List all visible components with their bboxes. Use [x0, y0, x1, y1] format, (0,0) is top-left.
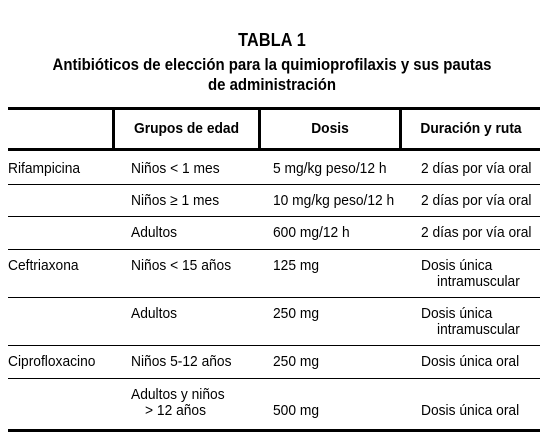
dose-cell: 250 mg	[273, 305, 320, 322]
dose-cell: 5 mg/kg peso/12 h	[273, 160, 387, 177]
duration-route-cell: 2 días por vía oral	[421, 160, 532, 177]
table-bottom-rule	[8, 429, 540, 432]
duration-route-cell: Dosis única oral	[421, 402, 520, 419]
antibiotic-cell: Ciprofloxacino	[8, 353, 96, 370]
dose-cell: 500 mg	[273, 402, 320, 419]
dose-cell: 125 mg	[273, 257, 320, 274]
header-divider	[399, 110, 402, 148]
row-divider	[8, 297, 540, 298]
age-group-cell: Niños < 15 años	[131, 257, 232, 274]
header-duration-route: Duración y ruta	[420, 120, 522, 137]
age-group-cell: > 12 años	[145, 402, 207, 419]
header-divider	[112, 110, 115, 148]
table-title: TABLA 1	[238, 30, 306, 50]
header-bottom-rule	[8, 148, 540, 151]
duration-route-cell: Dosis única oral	[421, 353, 520, 370]
row-divider	[8, 184, 540, 185]
duration-route-cell: intramuscular	[437, 321, 520, 338]
dose-cell: 600 mg/12 h	[273, 224, 350, 241]
header-dose: Dosis	[311, 120, 349, 137]
age-group-cell: Niños 5-12 años	[131, 353, 232, 370]
row-divider	[8, 345, 540, 346]
age-group-cell: Adultos y niños	[131, 386, 225, 403]
duration-route-cell: intramuscular	[437, 273, 520, 290]
row-divider	[8, 216, 540, 217]
age-group-cell: Niños ≥ 1 mes	[131, 192, 220, 209]
header-divider	[258, 110, 261, 148]
antibiotic-cell: Rifampicina	[8, 160, 81, 177]
header-age-groups: Grupos de edad	[133, 120, 240, 137]
age-group-cell: Niños < 1 mes	[131, 160, 220, 177]
dose-cell: 10 mg/kg peso/12 h	[273, 192, 395, 209]
age-group-cell: Adultos	[131, 305, 178, 322]
table-caption-line-1: Antibióticos de elección para la quimioprofilaxis y sus pautas	[52, 55, 492, 74]
duration-route-cell: Dosis única	[421, 305, 493, 322]
dose-cell: 250 mg	[273, 353, 320, 370]
duration-route-cell: 2 días por vía oral	[421, 224, 532, 241]
row-divider	[8, 249, 540, 250]
age-group-cell: Adultos	[131, 224, 178, 241]
row-divider	[8, 378, 540, 379]
duration-route-cell: 2 días por vía oral	[421, 192, 532, 209]
table-caption-line-2: de administración	[207, 75, 337, 94]
antibiotic-cell: Ceftriaxona	[8, 257, 79, 274]
table-caption	[33, 55, 512, 95]
duration-route-cell: Dosis única	[421, 257, 493, 274]
header-antibiotic	[12, 110, 108, 148]
